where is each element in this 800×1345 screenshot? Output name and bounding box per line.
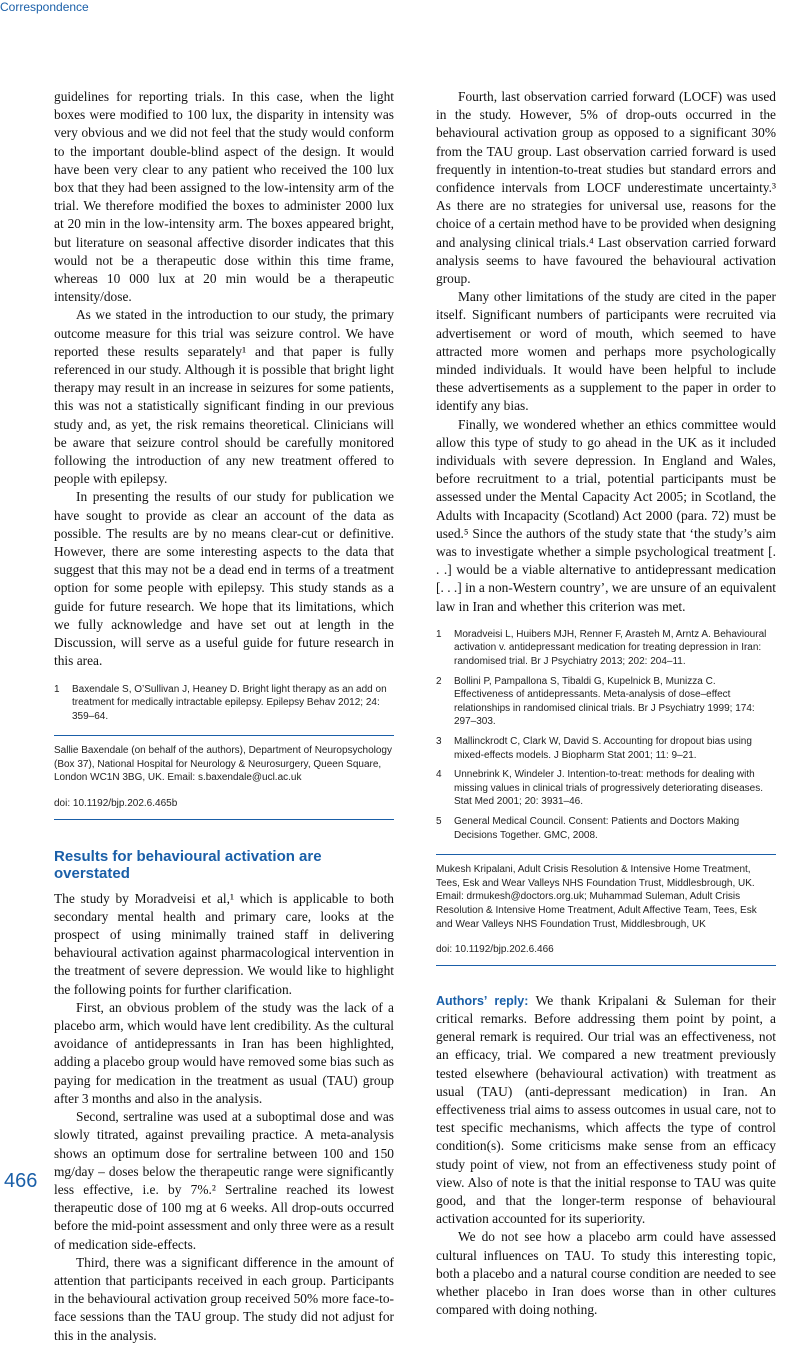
reply-heading: Authors’ reply: <box>436 993 529 1008</box>
paragraph: Second, sertraline was used at a suboptimal dose and was slowly titrated, against prevailing practice. A meta-analysis shows an optimum dose for sertraline between 100 and 150 mg/day – doses below the therapeutic range were significantly less effective, i.e. by 7%.² Sertraline reached its lowest therapeutic dose of 100 mg at 6 weeks. All drop-outs occurred before the mid-point assessment and only three were as a result of medication side-effects. <box>54 1109 394 1252</box>
paragraph: Many other limitations of the study are cited in the paper itself. Significant numbers of participants were recruited via advertisement or word of mouth, which seemed to have attracted more women and perhaps more psychologically minded individuals. It would have been helpful to include these advertisements as a supplement to the paper in order to identify any bias. <box>436 289 776 414</box>
paragraph: First, an obvious problem of the study was the lack of a placebo arm, which would have lent credibility. As the cultural avoidance of antidepressants in Iran has been highlighted, adding a placebo group would have removed some bias such as paying for medication in the treatment as usual (TAU) group after 3 months and also in the analysis. <box>54 999 394 1106</box>
paragraph: Fourth, last observation carried forward (LOCF) was used in the study. However, 5% of drop-outs occurred in the behavioural activation group as opposed to a significant 30% from the TAU group. Last observation carried forward is used frequently in intention-to-treat studies but standard errors and confidence intervals from LOCF underestimate uncertainty.³ As there are no strategies for universal use, reasons for the choice of a certain method have to be provided when designing and analysing clinical trials.⁴ Last observation carried forward analysis seems to have favoured the behavioural activation group. <box>436 89 776 287</box>
reference: 1 Baxendale S, O’Sullivan J, Heaney D. Bright light therapy as an add on treatment for medically intractable epilepsy. Epilepsy Behav 2012; 24: 359–64. <box>54 683 387 722</box>
left-column <box>54 88 394 1345</box>
paragraph: In presenting the results of our study for publication we have sought to provide as clear an account of the data as possible. The results are by no means clear-cut or definitive. However, there are some interesting aspects to the data that suggest that this may not be a dead end in terms of a treatment option for some people with epilepsy. This study stands as a guide for future research. We hope that its limitations, which we fully acknowledge and have set out at length in the Discussion, will serve as a useful guide for future research in this area. <box>54 489 394 669</box>
paragraph: Third, there was a significant difference in the amount of attention that participants received in each group. Participants in the behavioural activation group received 50% more face-to-face sessions than the TAU group. The study did not adjust for this in the analysis. <box>54 1254 394 1343</box>
paragraph: guidelines for reporting trials. In this case, when the light boxes were modified to 100 lux, the disparity in intensity was very obvious and we did not feel that the study would conform to the important double-blind aspect of the design. It would have been very clear to any patient who received the 100 lux box that they had been assigned to the low-intensity arm of the trial. We therefore modified the boxes to administer 2000 lux at 20 min in the low-intensity arm. The boxes appeared bright, but literature on seasonal affective disorder indicates that this would not be a therapeutic dose within this time frame, whereas 10 000 lux at 20 min would be a therapeutic intensity/dose. <box>54 89 394 305</box>
article-heading: Results for behavioural activation are overstated <box>54 847 322 882</box>
section-label: Correspondence <box>0 0 89 14</box>
reply-paragraph: Authors’ reply: We thank Kripalani & Suleman for their critical remarks. Before addressing them point by point, a general remark is required. Our trial was an effectiveness, not an efficacy, trial. We compared a new treatment previously tested elsewhere (behavioural activation) with treatment as usual (TAU) (anti-depressant medication) in Iran. An effectiveness trial aims to assess outcomes in usual care, not to test specific mechanisms, which affects the type of control condition(s). Some criticisms make sense from an efficacy study point of view, not from an effectiveness study point of view. Also of note is that the initial response to TAU was quite good, and that the longer-term response of behavioural activation accounted for its superiority. <box>436 992 776 1227</box>
author-signature: Mukesh Kripalani, Adult Crisis Resolution & Intensive Home Treatment, Tees, Esk and Wear Valleys NHS Foundation Trust, Middlesbrough, UK. Email: drmukesh@doctors.org.uk; Muhammad Suleman, Adult Crisis Resolution & Intensive Home Treatment, Adult Affective Team, Tees, Esk and Wear Valleys NHS Foundation Trust, Middlesbrough, UK doi: 10.1192/bjp.202.6.466 <box>436 854 776 966</box>
reference: 5 General Medical Council. Consent: Patients and Doctors Making Decisions Together. GMC, 2008. <box>436 816 740 841</box>
reference-list <box>54 683 394 724</box>
reference: 2 Bollini P, Pampallona S, Tibaldi G, Kupelnick B, Munizza C. Effectiveness of antidepressants. Meta-analysis of dose–effect relationships in randomised clinical trials. Br J Psychiatry 1999; 174: 297–303. <box>436 675 755 728</box>
doi-link[interactable]: doi: 10.1192/bjp.202.6.466 <box>436 944 554 956</box>
reference-list <box>436 628 776 842</box>
paragraph: Finally, we wondered whether an ethics committee would allow this type of study to go ahead in the UK as it included individuals with severe depression. In England and Wales, before recruitment to a trial, potential participants must be assessed under the Mental Capacity Act 2005; in Scotland, the Adults with Incapacity (Scotland) Act 2000 (para. 72) must be used.⁵ Since the authors of the study state that ‘the study’s aim was to investigate whether a simple psychological treatment [. . .] would be a viable alternative to antidepressant medication [. . .] in a non-Western country’, we are unsure of an equivalent law in Iran and whether this criterion was met. <box>436 416 776 614</box>
author-signature: Sallie Baxendale (on behalf of the authors), Department of Neuropsychology (Box 37), National Hospital for Neurology & Neurosurgery, Queen Square, London WC1N 3BG, UK. Email: s.baxendale@ucl.ac.uk doi: 10.1192/bjp.202.6.465b <box>54 735 394 819</box>
paragraph: We do not see how a placebo arm could have assessed cultural influences on TAU. To study this interesting topic, both a placebo and a natural course condition are needed to see whether placebo in Iran does worse than in other cultures compared with doing nothing. <box>436 1229 776 1318</box>
doi-link[interactable]: doi: 10.1192/bjp.202.6.465b <box>54 798 178 810</box>
reference: 4 Unnebrink K, Windeler J. Intention-to-treat: methods for dealing with missing values in clinical trials of progressively deteriorating diseases. Stat Med 2001; 20: 3931–46. <box>436 769 764 808</box>
paragraph: The study by Moradveisi et al,¹ which is applicable to both secondary mental health and primary care, looks at the prospect of using minimally trained staff in delivering behavioural activation against pharmacological intervention in the treatment of severe depression. We would like to highlight the following points for further clarification. <box>54 890 394 997</box>
paragraph: As we stated in the introduction to our study, the primary outcome measure for this trial was seizure control. We have reported these results separately¹ and that paper is fully referenced in our study. Although it is possible that bright light therapy may result in an increase in seizures for some patients, this was not a statistically significant finding in our previous study and, as yet, the risk remains theoretical. Clinicians will be aware that seizure control should be carefully monitored following the introduction of any new treatment offered to people with epilepsy. <box>54 307 394 487</box>
right-column <box>436 88 776 1319</box>
page-number: 466 <box>4 1170 38 1192</box>
reference: 1 Moradveisi L, Huibers MJH, Renner F, Arasteh M, Arntz A. Behavioural activation v. antidepressant medication for treating depression in Iran: randomised trial. Br J Psychiatry 2013; 202: 204–11. <box>436 628 767 668</box>
reference: 3 Mallinckrodt C, Clark W, David S. Accounting for dropout bias using mixed-effects models. J Biopharm Stat 2001; 11: 9–21. <box>436 736 752 761</box>
